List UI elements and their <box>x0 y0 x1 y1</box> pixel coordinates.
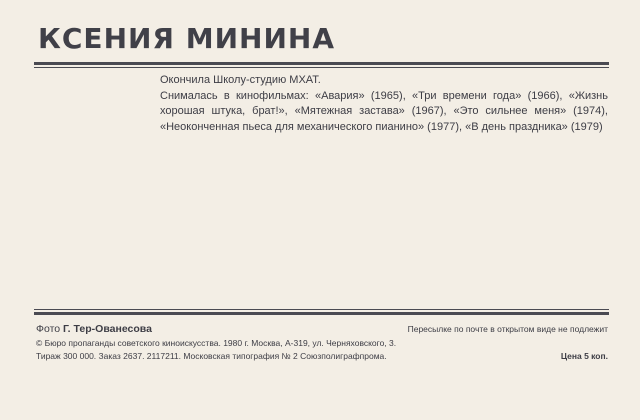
photo-credit <box>36 323 152 335</box>
education-text: Окончила Школу-студию МХАТ. <box>160 74 321 86</box>
biography <box>160 73 608 135</box>
print-info: Тираж 300 000. Заказ 2637. 2117211. Московская типография № 2 Союзполиграфпрома. <box>36 351 387 361</box>
filmography-text: Снималась в кинофильмах: «Авария» (1965), «Три времени года» (1966), «Жизнь хорошая штука, брат!», «Мятежная застава» (1967), «Это сильнее меня» (1974), «Неоконченная пьеса для механического пианино» (1977), «В день праздника» (1979) <box>160 89 608 133</box>
top-rule-thick <box>34 62 609 65</box>
price-label: Цена 5 коп. <box>560 351 608 361</box>
actress-name: КСЕНИЯ МИНИНА <box>38 22 336 55</box>
top-rule-thin <box>34 67 609 68</box>
photographer-name: Г. Тер-Ованесова <box>63 323 152 335</box>
publisher-info: © Бюро пропаганды советского киноискусства. 1980 г. Москва, А-319, ул. Черняховского, 3. <box>36 338 397 348</box>
repost-note: Пересылке по почте в открытом виде не подлежит <box>407 324 608 334</box>
photo-label: Фото <box>36 323 64 335</box>
bottom-rule-thin <box>34 309 609 310</box>
footer-row-1 <box>36 323 608 335</box>
bottom-rule-thick <box>34 312 609 315</box>
footer-row-3 <box>36 351 608 361</box>
